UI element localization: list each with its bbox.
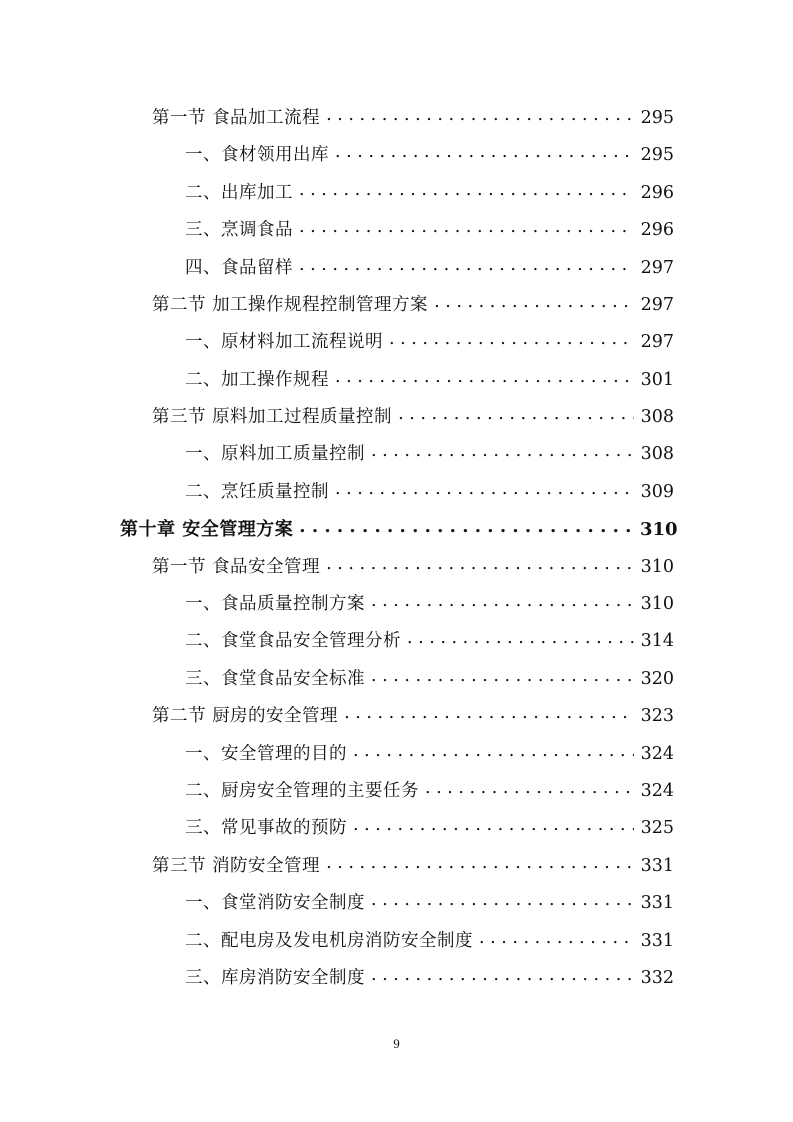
toc-entry-item[interactable] [0, 661, 793, 698]
toc-entry-title: 第十章 安全管理方案 [120, 518, 294, 540]
toc-entry-page-number: 310 [640, 556, 674, 577]
toc-entry-section[interactable] [0, 698, 793, 735]
toc-entry-page-number: 323 [640, 706, 674, 727]
toc-entry-page-number: 308 [640, 444, 674, 465]
toc-entry-title: 第二节 厨房的安全管理 [152, 706, 339, 727]
toc-entry-item[interactable] [0, 623, 793, 660]
dot-leader [299, 219, 634, 237]
toc-entry-section[interactable] [0, 549, 793, 586]
dot-leader [335, 481, 634, 499]
toc-entry-title: 二、加工操作规程 [185, 369, 329, 390]
toc-entry-page-number: 331 [640, 855, 674, 876]
toc-entry-item[interactable] [0, 137, 793, 174]
toc-entry-title: 二、出库加工 [185, 182, 293, 203]
toc-entry-title: 一、安全管理的目的 [185, 743, 347, 764]
toc-entry-title: 第三节 消防安全管理 [152, 855, 321, 876]
toc-entry-title: 三、烹调食品 [185, 220, 293, 241]
toc-entry-title: 四、食品留样 [185, 257, 293, 278]
toc-entry-page-number: 310 [640, 594, 674, 615]
dot-leader [326, 855, 634, 873]
toc-entry-chapter[interactable] [0, 511, 793, 548]
dot-leader [479, 930, 634, 948]
toc-entry-page-number: 310 [640, 518, 678, 540]
toc-entry-item[interactable] [0, 362, 793, 399]
toc-entry-page-number: 325 [640, 818, 674, 839]
toc-entry-title: 第三节 原料加工过程质量控制 [152, 407, 393, 428]
toc-entry-item[interactable] [0, 773, 793, 810]
toc-entry-title: 三、食堂食品安全标准 [185, 668, 365, 689]
toc-entry-title: 第一节 食品安全管理 [152, 556, 321, 577]
toc-entry-item[interactable] [0, 736, 793, 773]
dot-leader [425, 780, 634, 798]
toc-entry-item[interactable] [0, 474, 793, 511]
toc-entry-title: 一、食堂消防安全制度 [185, 893, 365, 914]
dot-leader [371, 668, 634, 686]
toc-entry-title: 一、原料加工质量控制 [185, 444, 365, 465]
toc-entry-item[interactable] [0, 212, 793, 249]
dot-leader [344, 705, 634, 723]
dot-leader [389, 331, 634, 349]
dot-leader [299, 182, 634, 200]
toc-entry-page-number: 324 [640, 780, 674, 801]
dot-leader [326, 107, 634, 125]
toc-entry-page-number: 301 [640, 369, 674, 390]
toc-entry-section[interactable] [0, 399, 793, 436]
toc-entry-page-number: 324 [640, 743, 674, 764]
dot-leader [371, 892, 634, 910]
toc-entry-page-number: 295 [640, 107, 674, 128]
toc-entry-page-number: 331 [640, 893, 674, 914]
toc-entry-item[interactable] [0, 324, 793, 361]
toc-entry-item[interactable] [0, 586, 793, 623]
toc-entry-page-number: 297 [640, 257, 674, 278]
toc-entry-section[interactable] [0, 100, 793, 137]
toc-entry-title: 一、原材料加工流程说明 [185, 332, 383, 353]
toc-entry-title: 三、库房消防安全制度 [185, 967, 365, 988]
dot-leader [353, 817, 634, 835]
page-number: 9 [393, 1036, 400, 1051]
dot-leader [335, 369, 634, 387]
toc-entry-item[interactable] [0, 250, 793, 287]
toc-entry-title: 二、烹饪质量控制 [185, 481, 329, 502]
toc-entry-item[interactable] [0, 810, 793, 847]
toc-entry-page-number: 296 [640, 182, 674, 203]
toc-entry-title: 一、食品质量控制方案 [185, 594, 365, 615]
toc-entry-page-number: 297 [640, 332, 674, 353]
toc-entry-title: 第二节 加工操作规程控制管理方案 [152, 294, 429, 315]
toc-entry-page-number: 332 [640, 967, 674, 988]
dot-leader [335, 144, 634, 162]
dot-leader [371, 593, 634, 611]
toc-entry-title: 一、食材领用出库 [185, 145, 329, 166]
toc-entry-page-number: 314 [640, 631, 674, 652]
toc-entry-page-number: 296 [640, 220, 674, 241]
toc-entry-title: 二、食堂食品安全管理分析 [185, 631, 401, 652]
toc-entry-item[interactable] [0, 437, 793, 474]
dot-leader [434, 294, 634, 312]
dot-leader [371, 443, 634, 461]
dot-leader [326, 556, 634, 574]
table-of-contents [0, 100, 793, 997]
toc-entry-page-number: 308 [640, 407, 674, 428]
toc-entry-title: 二、配电房及发电机房消防安全制度 [185, 930, 473, 951]
toc-entry-item[interactable] [0, 923, 793, 960]
toc-entry-page-number: 297 [640, 294, 674, 315]
toc-entry-title: 三、常见事故的预防 [185, 818, 347, 839]
toc-entry-section[interactable] [0, 287, 793, 324]
dot-leader [299, 518, 634, 536]
toc-entry-title: 第一节 食品加工流程 [152, 107, 321, 128]
dot-leader [371, 967, 634, 985]
toc-entry-item[interactable] [0, 175, 793, 212]
toc-entry-item[interactable] [0, 960, 793, 997]
dot-leader [299, 257, 634, 275]
dot-leader [353, 743, 634, 761]
toc-entry-page-number: 295 [640, 145, 674, 166]
toc-entry-section[interactable] [0, 848, 793, 885]
toc-entry-title: 二、厨房安全管理的主要任务 [185, 780, 419, 801]
toc-entry-item[interactable] [0, 885, 793, 922]
dot-leader [407, 630, 634, 648]
dot-leader [398, 406, 634, 424]
toc-entry-page-number: 320 [640, 668, 674, 689]
toc-entry-page-number: 331 [640, 930, 674, 951]
toc-entry-page-number: 309 [640, 481, 674, 502]
